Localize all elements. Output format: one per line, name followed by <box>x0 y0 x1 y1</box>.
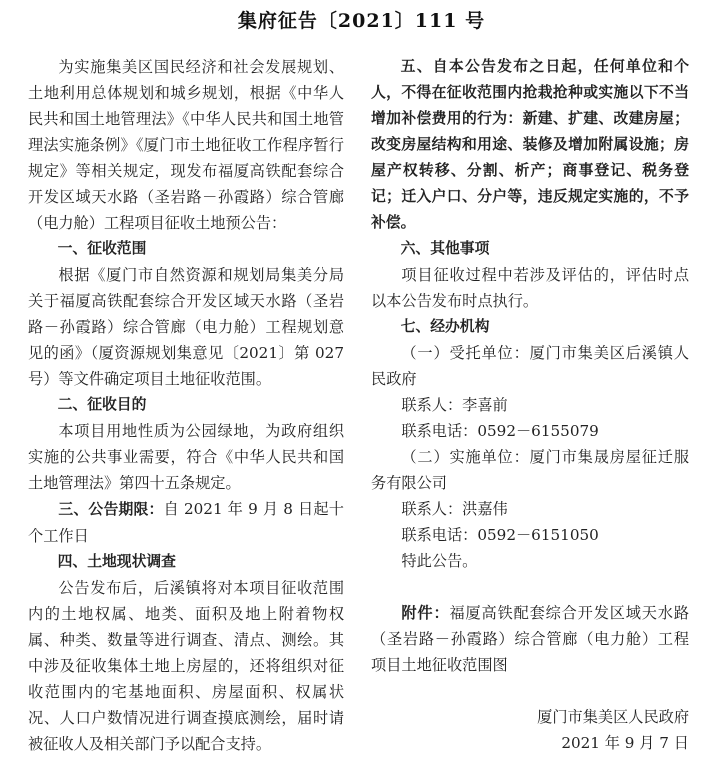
section-7-heading: 七、经办机构 <box>400 318 490 335</box>
section-2-heading: 二、征收目的 <box>57 396 147 413</box>
contact-1-phone: 联系电话：0592－6155079 <box>401 422 599 440</box>
section-4-text: 公告发布后，后溪镇将对本项目征收范围内的土地权属、地类、面积及地上附着物权属、种类、数量等进行调查、清点、测绘。其中涉及征收集体土地上房屋的，还将组织对征收范围内的宅基地面积、房屋面积、权属状况、人口户数情况进行调查摸底测绘，届时请被征收人及相关部门予以配合支持。 <box>28 579 344 753</box>
left-column <box>28 54 344 757</box>
attachment-label: 附件： <box>401 604 450 622</box>
section-3-text: 自 2021 年 9 月 8 日起十个工作日 <box>28 500 344 545</box>
contact-2-phone: 联系电话：0592－6151050 <box>401 526 599 544</box>
signer: 厦门市集美区人民政府 <box>537 708 689 726</box>
section-3-line <box>28 496 344 549</box>
document-number-title: 集府征告〔2021〕111 号 <box>237 10 486 32</box>
agency-1: （一）受托单位：厦门市集美区后溪镇人民政府 <box>371 344 689 388</box>
right-column <box>371 54 689 756</box>
intro-paragraph: 为实施集美区国民经济和社会发展规划、土地利用总体规划和城乡规划，根据《中华人民共和国土地管理法》《中华人民共和国土地管理法实施条例》《厦门市土地征收工作程序暂行规定》等相关规定，现发布福厦高铁配套综合开发区域天水路（圣岩路－孙霞路）综合管廊（电力舱）工程项目征收土地预公告： <box>28 58 344 232</box>
section-1-heading: 一、征收范围 <box>57 240 147 257</box>
agency-2: （二）实施单位：厦门市集晟房屋征迁服务有限公司 <box>371 448 689 492</box>
section-3-heading: 三、公告期限： <box>58 501 164 518</box>
section-2-text: 本项目用地性质为公园绿地，为政府组织实施的公共事业需要，符合《中华人民共和国土地管理法》第四十五条规定。 <box>28 422 344 492</box>
closing-text: 特此公告。 <box>401 552 478 570</box>
contact-2-name: 联系人：洪嘉伟 <box>401 500 508 518</box>
section-4-heading: 四、土地现状调查 <box>57 553 176 570</box>
section-1-text: 根据《厦门市自然资源和规划局集美分局关于福厦高铁配套综合开发区域天水路（圣岩路－孙霞路）综合管廊（电力舱）工程规划意见的函》（厦资源规划集意见〔2021〕第 027 号）等文件确定项目土地征收范围。 <box>28 266 344 388</box>
section-6-text: 项目征收过程中若涉及评估的，评估时点以本公告发布时点执行。 <box>371 266 689 310</box>
section-5-text: 五、自本公告发布之日起，任何单位和个人，不得在征收范围内抢栽抢种或实施以下不当增加补偿费用的行为：新建、扩建、改建房屋；改变房屋结构和用途、装修及增加附属设施；房屋产权转移、分割、析产；商事登记、税务登记；迁入户口、分户等，违反规定实施的，不予补偿。 <box>371 58 689 231</box>
section-6-heading: 六、其他事项 <box>400 240 490 257</box>
attachment-line <box>371 600 689 678</box>
attachment-text: 福厦高铁配套综合开发区域天水路（圣岩路－孙霞路）综合管廊（电力舱）工程项目土地征收范围图 <box>371 604 690 674</box>
sign-date: 2021 年 9 月 7 日 <box>561 734 689 752</box>
contact-1-name: 联系人：李喜前 <box>401 396 508 414</box>
